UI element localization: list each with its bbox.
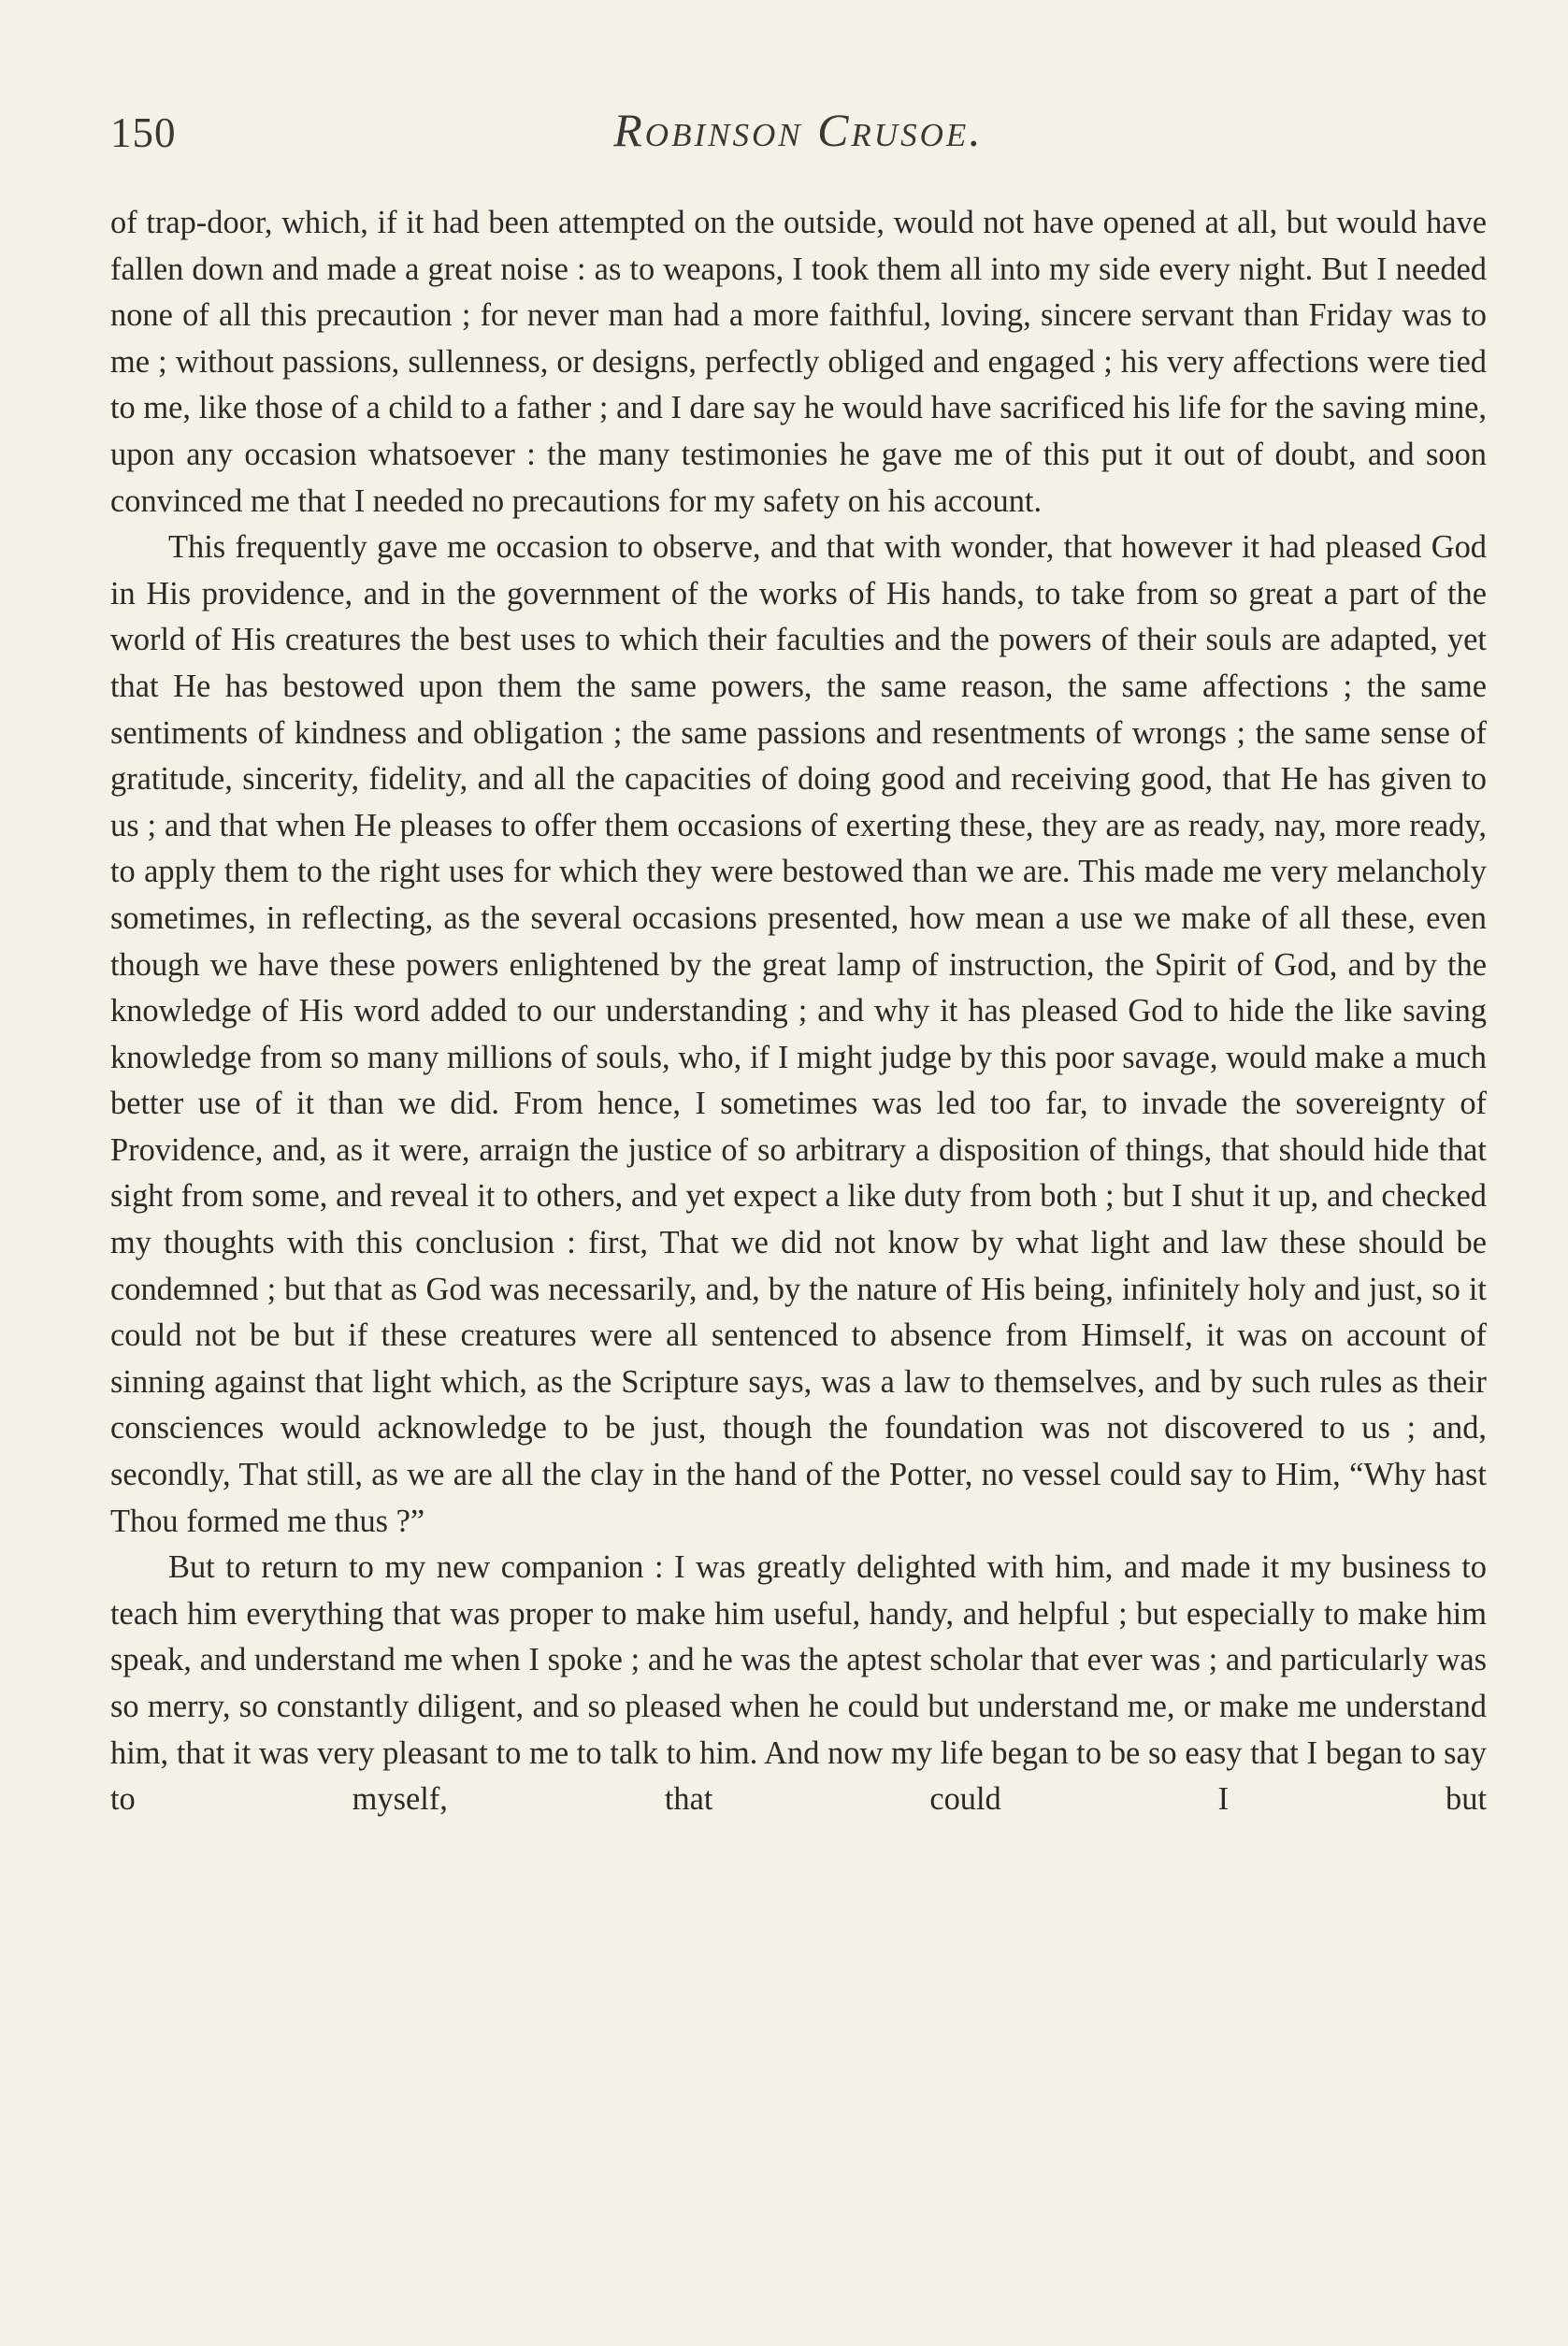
book-title: Robinson Crusoe. (613, 104, 984, 156)
running-head (110, 103, 1487, 159)
paragraph-reflection: This frequently gave me occasion to observe, and that with wonder, that however it had pleased God in His providence, and in the government of the works of His hands, to take from so great a part of the world of His creatures the best uses to which their faculties and the powers of their souls are adapted, yet that He has bestowed upon them the same powers, the same reason, the same affections ; the same sentiments of kindness and obligation ; the same passions and resentments of wrongs ; the same sense of gratitude, sincerity, fidelity, and all the capacities of doing good and receiving good, that He has given to us ; and that when He pleases to offer them occasions of exerting these, they are as ready, nay, more ready, to apply them to the right uses for which they were bestowed than we are. This made me very melancholy sometimes, in reflecting, as the several occasions presented, how mean a use we make of all these, even though we have these powers enlightened by the great lamp of instruction, the Spirit of God, and by the knowledge of His word added to our understanding ; and why it has pleased God to hide the like saving knowledge from so many millions of souls, who, if I might judge by this poor savage, would make a much better use of it than we did. From hence, I sometimes was led too far, to invade the sovereignty of Providence, and, as it were, arraign the justice of so arbitrary a disposition of things, that should hide that sight from some, and reveal it to others, and yet expect a like duty from both ; but I shut it up, and checked my thoughts with this conclusion : first, That we did not know by what light and law these should be condemned ; but that as God was necessarily, and, by the nature of His being, infinitely holy and just, so it could not be but if these creatures were all sentenced to absence from Himself, it was on account of sinning against that light which, as the Scripture says, was a law to themselves, and by such rules as their consciences would acknowledge to be just, though the foundation was not discovered to us ; and, secondly, That still, as we are all the clay in the hand of the Potter, no vessel could say to Him, “Why hast Thou formed me thus ?” (110, 529, 1487, 1539)
book-page (110, 103, 1487, 1823)
paragraph-companion: But to return to my new companion : I was greatly delighted with him, and made it my business to teach him everything that was proper to make him useful, handy, and helpful ; but especially to make him speak, and understand me when I spoke ; and he was the aptest scholar that ever was ; and particularly was so merry, so constantly diligent, and so pleased when he could but understand me, or make me understand him, that it was very pleasant to me to talk to him. And now my life began to be so easy that I began to say to myself, that could I but (110, 1549, 1487, 1818)
page-number: 150 (110, 109, 177, 156)
body-text (110, 200, 1487, 1823)
paragraph-continued: of trap-door, which, if it had been attempted on the outside, would not have opened at all, but would have fallen down and made a great noise : as to weapons, I took them all into my side every night. But I needed none of all this precaution ; for never man had a more faithful, loving, sincere servant than Friday was to me ; without passions, sullenness, or designs, perfectly obliged and engaged ; his very affections were tied to me, like those of a child to a father ; and I dare say he would have sacrificed his life for the saving mine, upon any occasion whatsoever : the many testimonies he gave me of this put it out of doubt, and soon convinced me that I needed no precautions for my safety on his account. (110, 205, 1487, 519)
